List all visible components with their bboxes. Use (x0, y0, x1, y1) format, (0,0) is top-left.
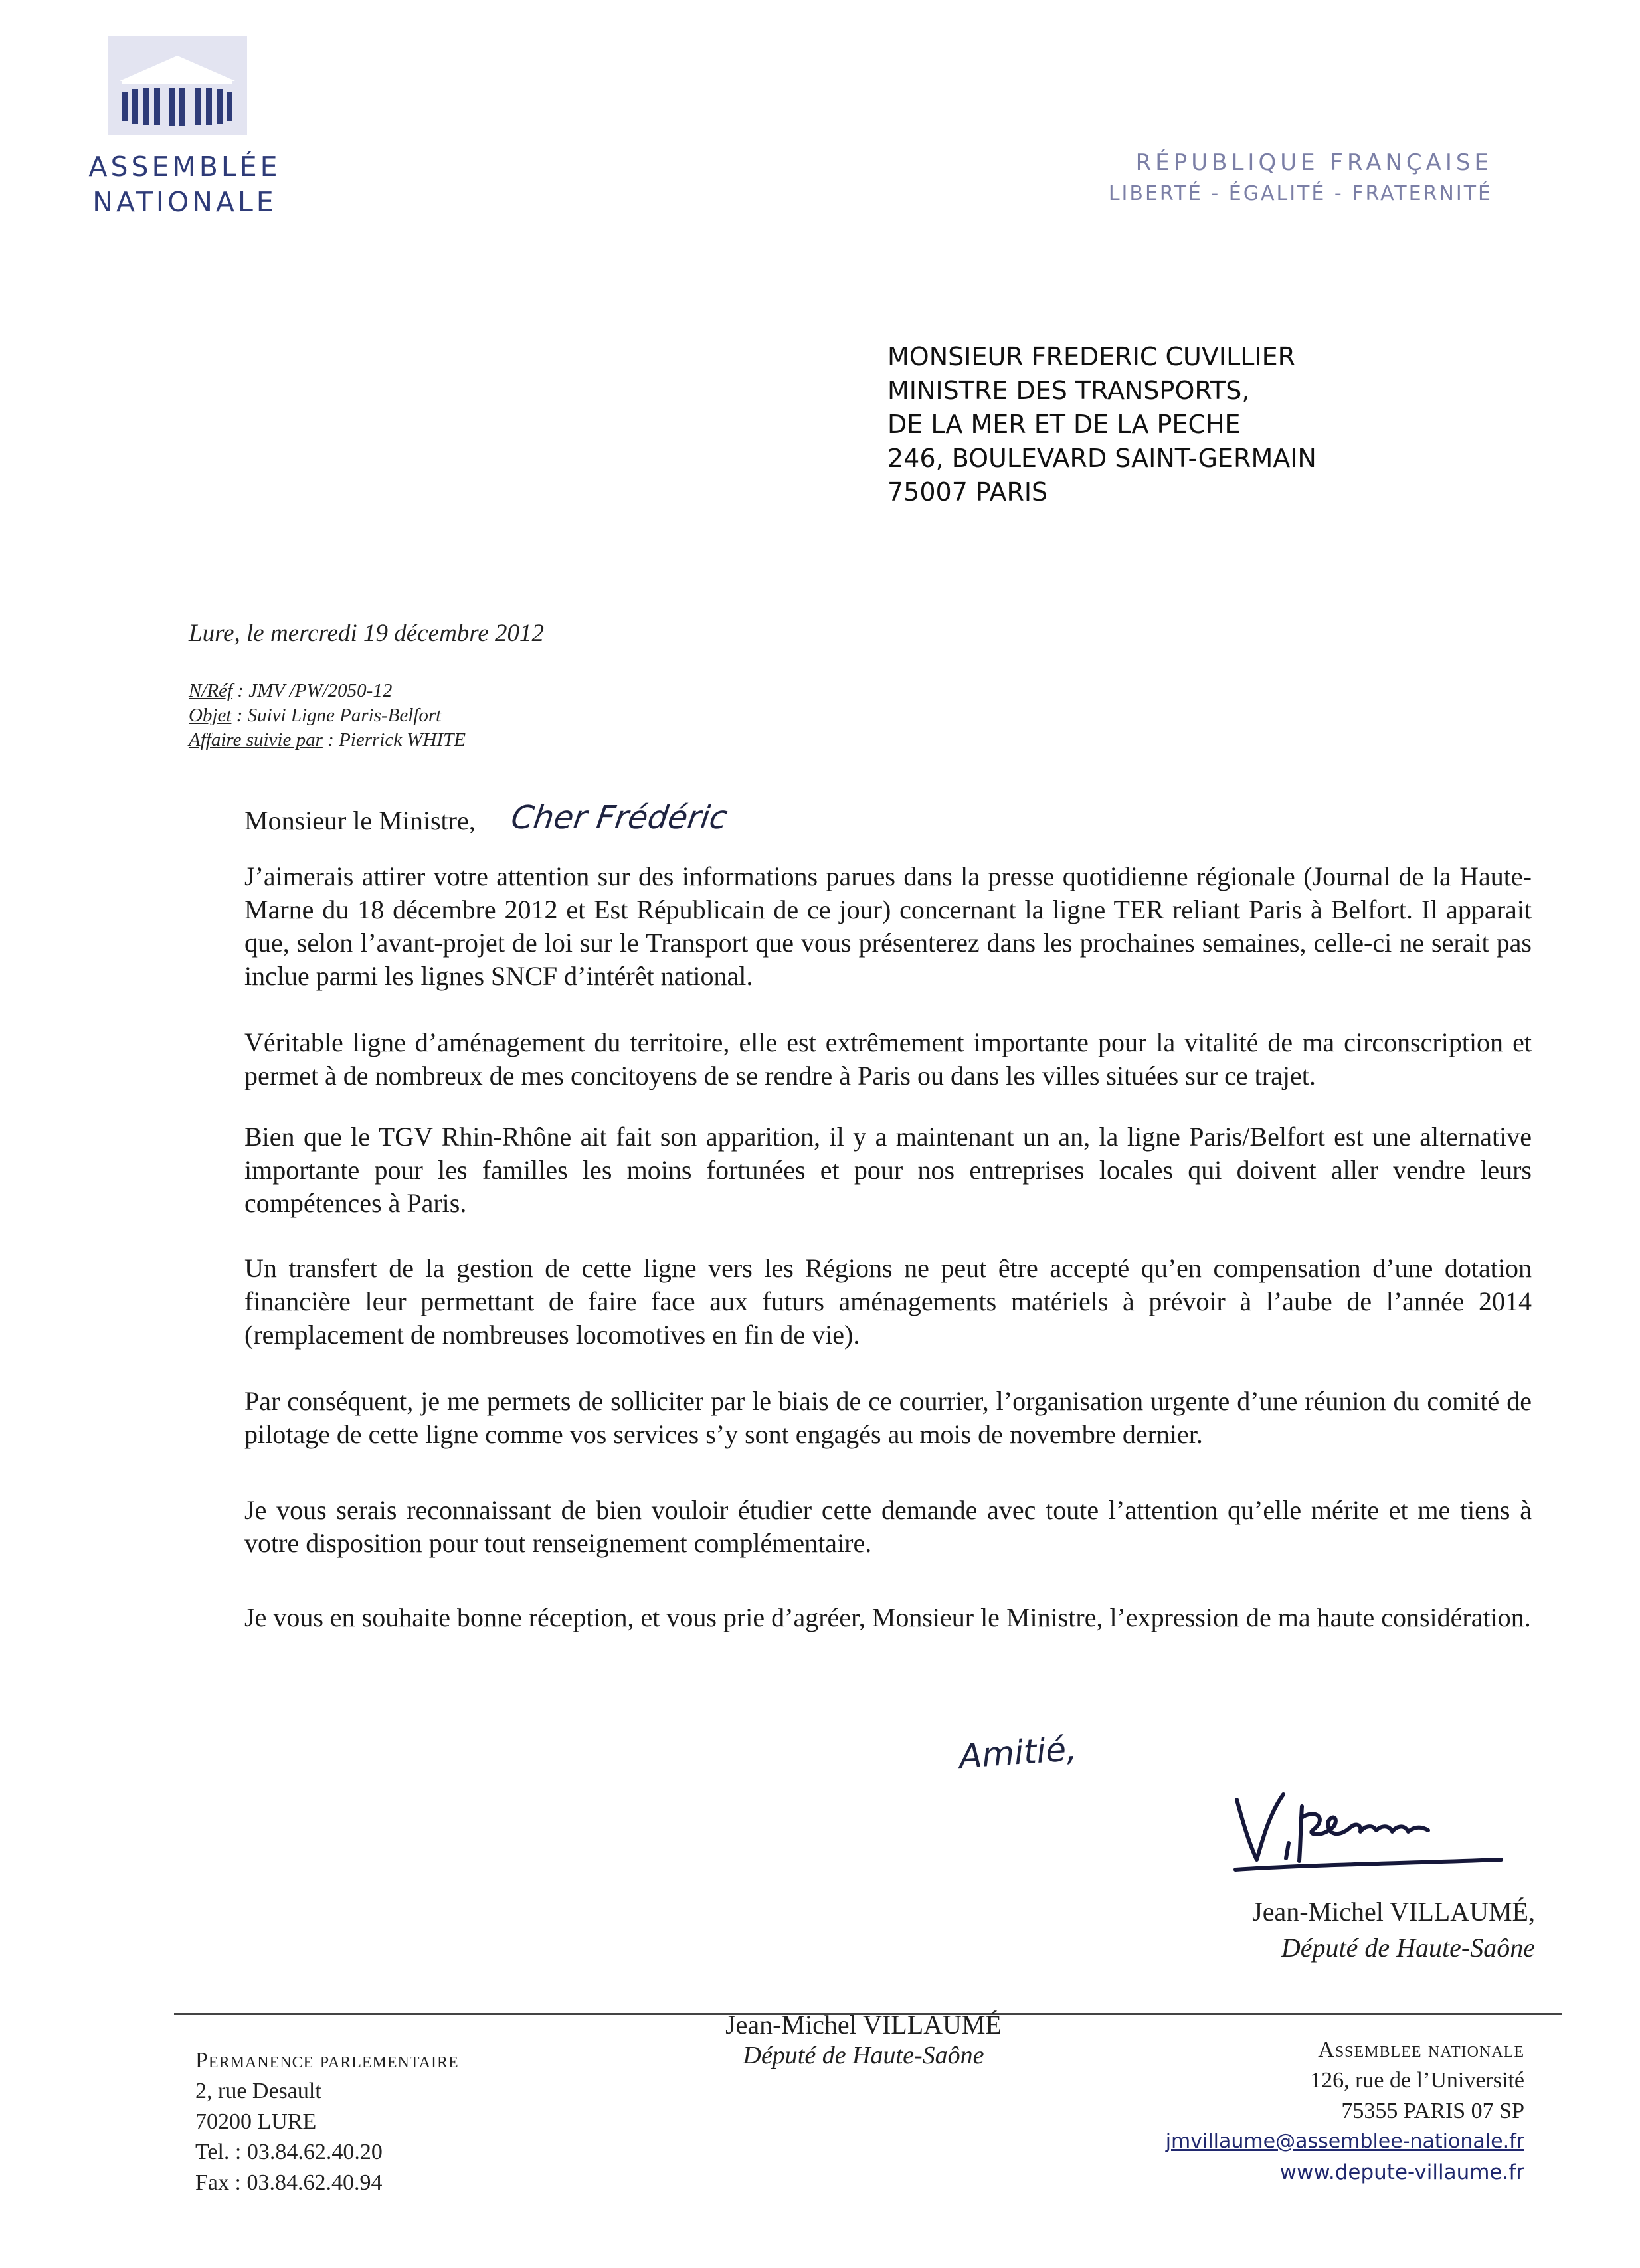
signature-icon (1222, 1780, 1514, 1879)
handwritten-closing: Amitié, (958, 1729, 1078, 1777)
body-paragraph: Véritable ligne d’aménagement du territoire, elle est extrêmement importante pour la vitalité de ma circonscription et permet à de nombreux de mes concitoyens de se rendre à Paris ou dans les villes situées sur ce trajet. (244, 1027, 1532, 1090)
body-paragraph: Par conséquent, je me permets de solliciter par le biais de ce courrier, l’organisation urgente d’une réunion du comité de pilotage de cette ligne comme vos services s’y sont engagés au mois de novembre dernier. (244, 1386, 1532, 1449)
affaire-line (189, 728, 466, 752)
affaire-label: Affaire suivie par (189, 729, 323, 750)
footer-left (195, 2046, 459, 2198)
ref-line (189, 679, 466, 703)
recipient-line: DE LA MER ET DE LA PECHE (887, 410, 1241, 439)
body-paragraph: Je vous en souhaite bonne réception, et vous prie d’agréer, Monsieur le Ministre, l’expression de ma haute considération. (244, 1603, 1531, 1632)
signer-block (1252, 1894, 1535, 1966)
signer-title: Député de Haute-Saône (1281, 1933, 1535, 1963)
signer-name: Jean-Michel VILLAUMÉ, (1252, 1897, 1535, 1927)
letter-references (189, 679, 466, 752)
affaire-value: : Pierrick WHITE (322, 729, 466, 750)
footer-deputy-name: Jean-Michel VILLAUMÉ (725, 2010, 1002, 2040)
handwritten-salutation: Cher Frédéric (509, 799, 730, 836)
republique-title: RÉPUBLIQUE FRANÇAISE (1135, 149, 1493, 176)
body-paragraph: Je vous serais reconnaissant de bien vouloir étudier cette demande avec toute l’attention qu’elle mérite et me tiens à votre disposition pour tout renseignement complémentaire. (244, 1495, 1532, 1558)
permanence-city: 70200 LURE (195, 2109, 317, 2134)
footer-right (1166, 2035, 1524, 2188)
body-paragraph: Un transfert de la gestion de cette ligne vers les Régions ne peut être accepté qu’en compensation d’une dotation financière leur permettant de faire face aux futurs aménagements matériels à prévoir à l’aube de l’année 2014 (remplacement de nombreuses locomotives en fin de vie). (244, 1253, 1532, 1350)
footer-deputy-title: Député de Haute-Saône (743, 2042, 984, 2069)
objet-label: Objet (189, 705, 232, 726)
permanence-tel: Tel. : 03.84.62.40.20 (195, 2140, 383, 2164)
recipient-line: MINISTRE DES TRANSPORTS, (887, 376, 1250, 405)
ref-label: N/Réf (189, 680, 233, 701)
logo-line-1: ASSEMBLÉE (88, 151, 281, 183)
website-link[interactable]: www.depute-villaume.fr (1279, 2160, 1524, 2184)
logo-line-2: NATIONALE (92, 186, 277, 218)
permanence-fax: Fax : 03.84.62.40.94 (195, 2170, 383, 2195)
body-paragraph: Bien que le TGV Rhin-Rhône ait fait son apparition, il y a maintenant un an, la ligne Paris/Belfort est une alternative importante pour les familles les moins fortunées et pour nos entreprises locales qui doivent aller vendre leurs compétences à Paris. (244, 1122, 1532, 1218)
footer-center (717, 2010, 1010, 2071)
republique-header (1109, 146, 1493, 209)
recipient-line: 75007 PARIS (887, 478, 1048, 507)
letter-date: Lure, le mercredi 19 décembre 2012 (189, 620, 544, 647)
objet-line (189, 703, 466, 728)
salutation: Monsieur le Ministre, (244, 806, 476, 835)
assemblee-city: 75355 PARIS 07 SP (1341, 2099, 1524, 2123)
permanence-label: Permanence parlementaire (195, 2048, 459, 2073)
letter-body (244, 860, 1532, 1668)
email-link[interactable]: jmvillaume@assemblee-nationale.fr (1165, 2130, 1524, 2153)
recipient-line: MONSIEUR FREDERIC CUVILLIER (887, 342, 1296, 371)
assemblee-address: 126, rue de l’Université (1310, 2068, 1524, 2093)
assemblee-nationale-logo-icon (108, 36, 247, 135)
republique-motto: LIBERTÉ - ÉGALITÉ - FRATERNITÉ (1108, 182, 1493, 205)
permanence-address: 2, rue Desault (195, 2079, 321, 2103)
body-paragraph: J’aimerais attirer votre attention sur des informations parues dans la presse quotidienne régionale (Journal de la Haute-Marne du 18 décembre 2012 et Est Républicain de ce jour) concernant la ligne TER reliant Paris à Belfort. Il apparait que, selon l’avant-projet de loi sur le Transport que vous présenterez dans les prochaines semaines, celle-ci ne serait pas inclue parmi les lignes SNCF d’intérêt national. (244, 861, 1532, 991)
ref-value: : JMV /PW/2050-12 (232, 680, 393, 701)
recipient-address (887, 340, 1317, 509)
logo-text (78, 149, 291, 220)
recipient-line: 246, BOULEVARD SAINT-GERMAIN (887, 444, 1317, 473)
objet-value: : Suivi Ligne Paris-Belfort (231, 705, 442, 726)
assemblee-label: Assemblee nationale (1318, 2038, 1524, 2062)
